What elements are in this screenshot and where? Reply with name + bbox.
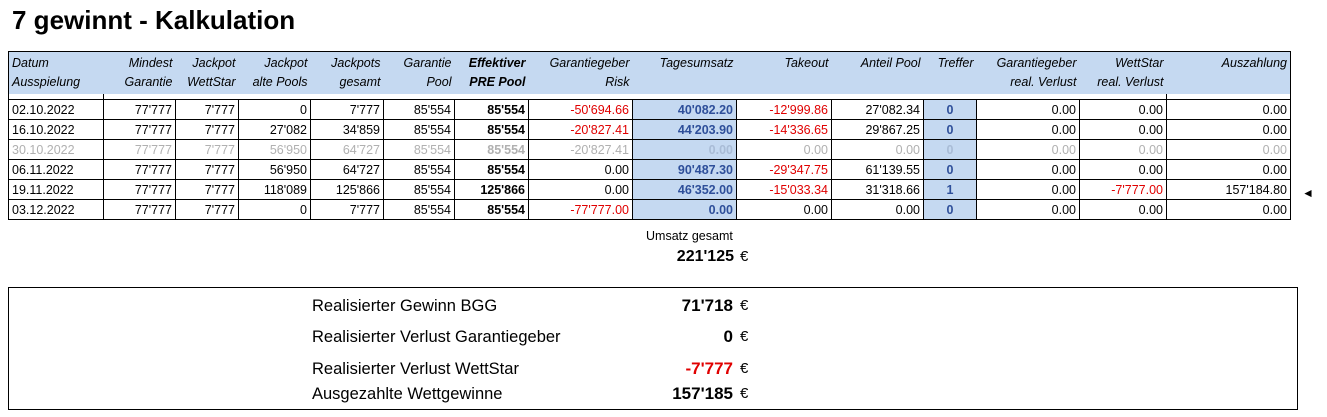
kalkulation-table (8, 51, 1291, 220)
table-cell: 0 (924, 100, 977, 120)
column-header-line2: real. Verlust (1097, 75, 1164, 89)
summary-currency: € (740, 385, 749, 402)
column-header-line2: gesamt (339, 75, 381, 89)
table-cell: 03.12.2022 (9, 200, 104, 220)
table-cell: 0.00 (737, 200, 832, 220)
table-cell: 85'554 (384, 100, 455, 120)
table-cell: 29'867.25 (832, 120, 924, 140)
table-cell: 0.00 (1080, 140, 1167, 160)
table-cell: 06.11.2022 (9, 160, 104, 180)
table-cell: 0.00 (1167, 140, 1291, 160)
table-cell: -7'777.00 (1080, 180, 1167, 200)
table-row (9, 100, 1291, 120)
table-cell: 77'777 (104, 120, 176, 140)
table-cell: 85'554 (455, 100, 529, 120)
summary-value: 0 (723, 327, 733, 346)
column-header-line1: Treffer (937, 56, 974, 70)
table-cell: -77'777.00 (529, 200, 633, 220)
summary-label: Realisierter Verlust WettStar (312, 360, 519, 378)
summary-label: Realisierter Verlust Garantiegeber (312, 328, 561, 346)
table-cell: 77'777 (104, 100, 176, 120)
column-header-line1: Anteil Pool (860, 56, 921, 70)
column-header (9, 52, 104, 95)
column-header (832, 52, 924, 95)
table-cell: -15'033.34 (737, 180, 832, 200)
table-cell: 1 (924, 180, 977, 200)
column-header-line1: Effektiver (468, 56, 526, 70)
table-cell: 0.00 (1080, 200, 1167, 220)
sheet-title: 7 gewinnt - Kalkulation (12, 5, 296, 35)
table-cell: 7'777 (176, 100, 239, 120)
table-cell: 34'859 (311, 120, 384, 140)
table-cell: 85'554 (455, 120, 529, 140)
column-header (384, 52, 455, 95)
table-cell: 46'352.00 (633, 180, 737, 200)
table-cell: 0.00 (633, 140, 737, 160)
table-cell: 0 (924, 160, 977, 180)
table-cell: -20'827.41 (529, 120, 633, 140)
table-cell: -20'827.41 (529, 140, 633, 160)
umsatz-gesamt-value: 221'125 (676, 248, 734, 265)
table-cell: 0.00 (1080, 160, 1167, 180)
table-cell: 125'866 (311, 180, 384, 200)
table-cell: 85'554 (455, 160, 529, 180)
table-cell: 40'082.20 (633, 100, 737, 120)
selected-row-marker: ◄ (1302, 186, 1314, 200)
table-cell: 64'727 (311, 140, 384, 160)
summary-value: 157'185 (672, 384, 733, 403)
column-header-line1: Tagesumsatz (659, 56, 734, 70)
table-cell: 7'777 (311, 100, 384, 120)
table-cell: 31'318.66 (832, 180, 924, 200)
summary-currency: € (740, 328, 749, 345)
table-cell: 0 (924, 200, 977, 220)
table-cell: 7'777 (176, 120, 239, 140)
table-row (9, 200, 1291, 220)
column-header-line2: Ausspielung (12, 75, 81, 89)
table-cell: 0.00 (1167, 160, 1291, 180)
table-cell: 85'554 (384, 200, 455, 220)
table-cell: 27'082 (239, 120, 311, 140)
column-header-line1: Jackpot (264, 56, 308, 70)
column-header-line2: WettStar (187, 75, 236, 89)
summary-currency: € (740, 297, 749, 314)
table-cell: 7'777 (176, 140, 239, 160)
table-cell: 0.00 (1167, 200, 1291, 220)
column-header (1167, 52, 1291, 95)
column-header-line1: Garantiegeber (549, 56, 630, 70)
column-header (455, 52, 529, 95)
summary-value: 71'718 (681, 296, 733, 315)
table-cell: 0.00 (1080, 120, 1167, 140)
table-cell: -29'347.75 (737, 160, 832, 180)
column-header-line1: WettStar (1115, 56, 1164, 70)
table-row (9, 120, 1291, 140)
umsatz-gesamt-currency: € (740, 248, 749, 265)
table-cell: 7'777 (176, 180, 239, 200)
column-header (239, 52, 311, 95)
table-cell: 77'777 (104, 180, 176, 200)
table-cell: 85'554 (384, 160, 455, 180)
table-cell: 0.00 (529, 180, 633, 200)
table-cell: 0.00 (832, 200, 924, 220)
table-cell: 0.00 (1080, 100, 1167, 120)
column-header (924, 52, 977, 95)
table-cell: 0.00 (977, 200, 1080, 220)
column-header-line2: PRE Pool (469, 75, 526, 89)
column-header-line1: Takeout (784, 56, 829, 70)
table-cell: 77'777 (104, 140, 176, 160)
column-header-line2: real. Verlust (1010, 75, 1077, 89)
table-cell: 7'777 (176, 160, 239, 180)
column-header-line2: alte Pools (252, 75, 308, 89)
column-header-line2: Pool (426, 75, 452, 89)
table-cell: 0.00 (1167, 100, 1291, 120)
table-cell: -12'999.86 (737, 100, 832, 120)
column-header-line1: Garantie (403, 56, 452, 70)
table-cell: 0.00 (977, 120, 1080, 140)
table-cell: 64'727 (311, 160, 384, 180)
table-cell: 85'554 (384, 180, 455, 200)
column-header (737, 52, 832, 95)
table-cell: 85'554 (384, 140, 455, 160)
column-header-line1: Garantiegeber (996, 56, 1077, 70)
column-header (311, 52, 384, 95)
umsatz-gesamt-label: Umsatz gesamt (646, 229, 733, 243)
table-cell: 02.10.2022 (9, 100, 104, 120)
table-cell: 30.10.2022 (9, 140, 104, 160)
table-cell: 77'777 (104, 200, 176, 220)
table-cell: 157'184.80 (1167, 180, 1291, 200)
table-cell: -14'336.65 (737, 120, 832, 140)
table-cell: 27'082.34 (832, 100, 924, 120)
table-cell: 0 (924, 140, 977, 160)
table-cell: 16.10.2022 (9, 120, 104, 140)
table-cell: 77'777 (104, 160, 176, 180)
table-cell: 0.00 (529, 160, 633, 180)
table-cell: 0 (924, 120, 977, 140)
table-cell: 0.00 (633, 200, 737, 220)
summary-value: -7'777 (685, 359, 733, 378)
table-cell: 0.00 (977, 100, 1080, 120)
table-cell: 7'777 (311, 200, 384, 220)
table-cell: 90'487.30 (633, 160, 737, 180)
table-row (9, 160, 1291, 180)
table-cell: 0.00 (977, 140, 1080, 160)
table-row (9, 180, 1291, 200)
column-header-line1: Jackpot (192, 56, 236, 70)
summary-currency: € (740, 360, 749, 377)
table-cell: 85'554 (455, 140, 529, 160)
column-header-line1: Jackpots (331, 56, 381, 70)
column-header (176, 52, 239, 95)
table-cell: 7'777 (176, 200, 239, 220)
column-header-line2: Garantie (124, 75, 173, 89)
table-cell: 118'089 (239, 180, 311, 200)
table-cell: 0.00 (1167, 120, 1291, 140)
table-cell: 0.00 (832, 140, 924, 160)
table-cell: 85'554 (384, 120, 455, 140)
column-header-line2: Risk (605, 75, 630, 89)
table-cell: 125'866 (455, 180, 529, 200)
table-header-row (9, 52, 1291, 95)
table-cell: 0.00 (977, 180, 1080, 200)
table-cell: 0 (239, 100, 311, 120)
column-header (529, 52, 633, 95)
column-header (104, 52, 176, 95)
column-header (633, 52, 737, 95)
table-cell: 85'554 (455, 200, 529, 220)
table-cell: 56'950 (239, 160, 311, 180)
table-cell: 44'203.90 (633, 120, 737, 140)
summary-label: Ausgezahlte Wettgewinne (312, 385, 503, 403)
table-cell: 0.00 (737, 140, 832, 160)
table-row (9, 140, 1291, 160)
summary-label: Realisierter Gewinn BGG (312, 297, 498, 315)
column-header-line1: Auszahlung (1221, 56, 1287, 70)
column-header (1080, 52, 1167, 95)
table-cell: 0.00 (977, 160, 1080, 180)
table-cell: 19.11.2022 (9, 180, 104, 200)
table-cell: -50'694.66 (529, 100, 633, 120)
table-cell: 56'950 (239, 140, 311, 160)
column-header-line1: Datum (12, 56, 49, 70)
column-header-line1: Mindest (128, 56, 173, 70)
column-header (977, 52, 1080, 95)
table-cell: 61'139.55 (832, 160, 924, 180)
table-cell: 0 (239, 200, 311, 220)
